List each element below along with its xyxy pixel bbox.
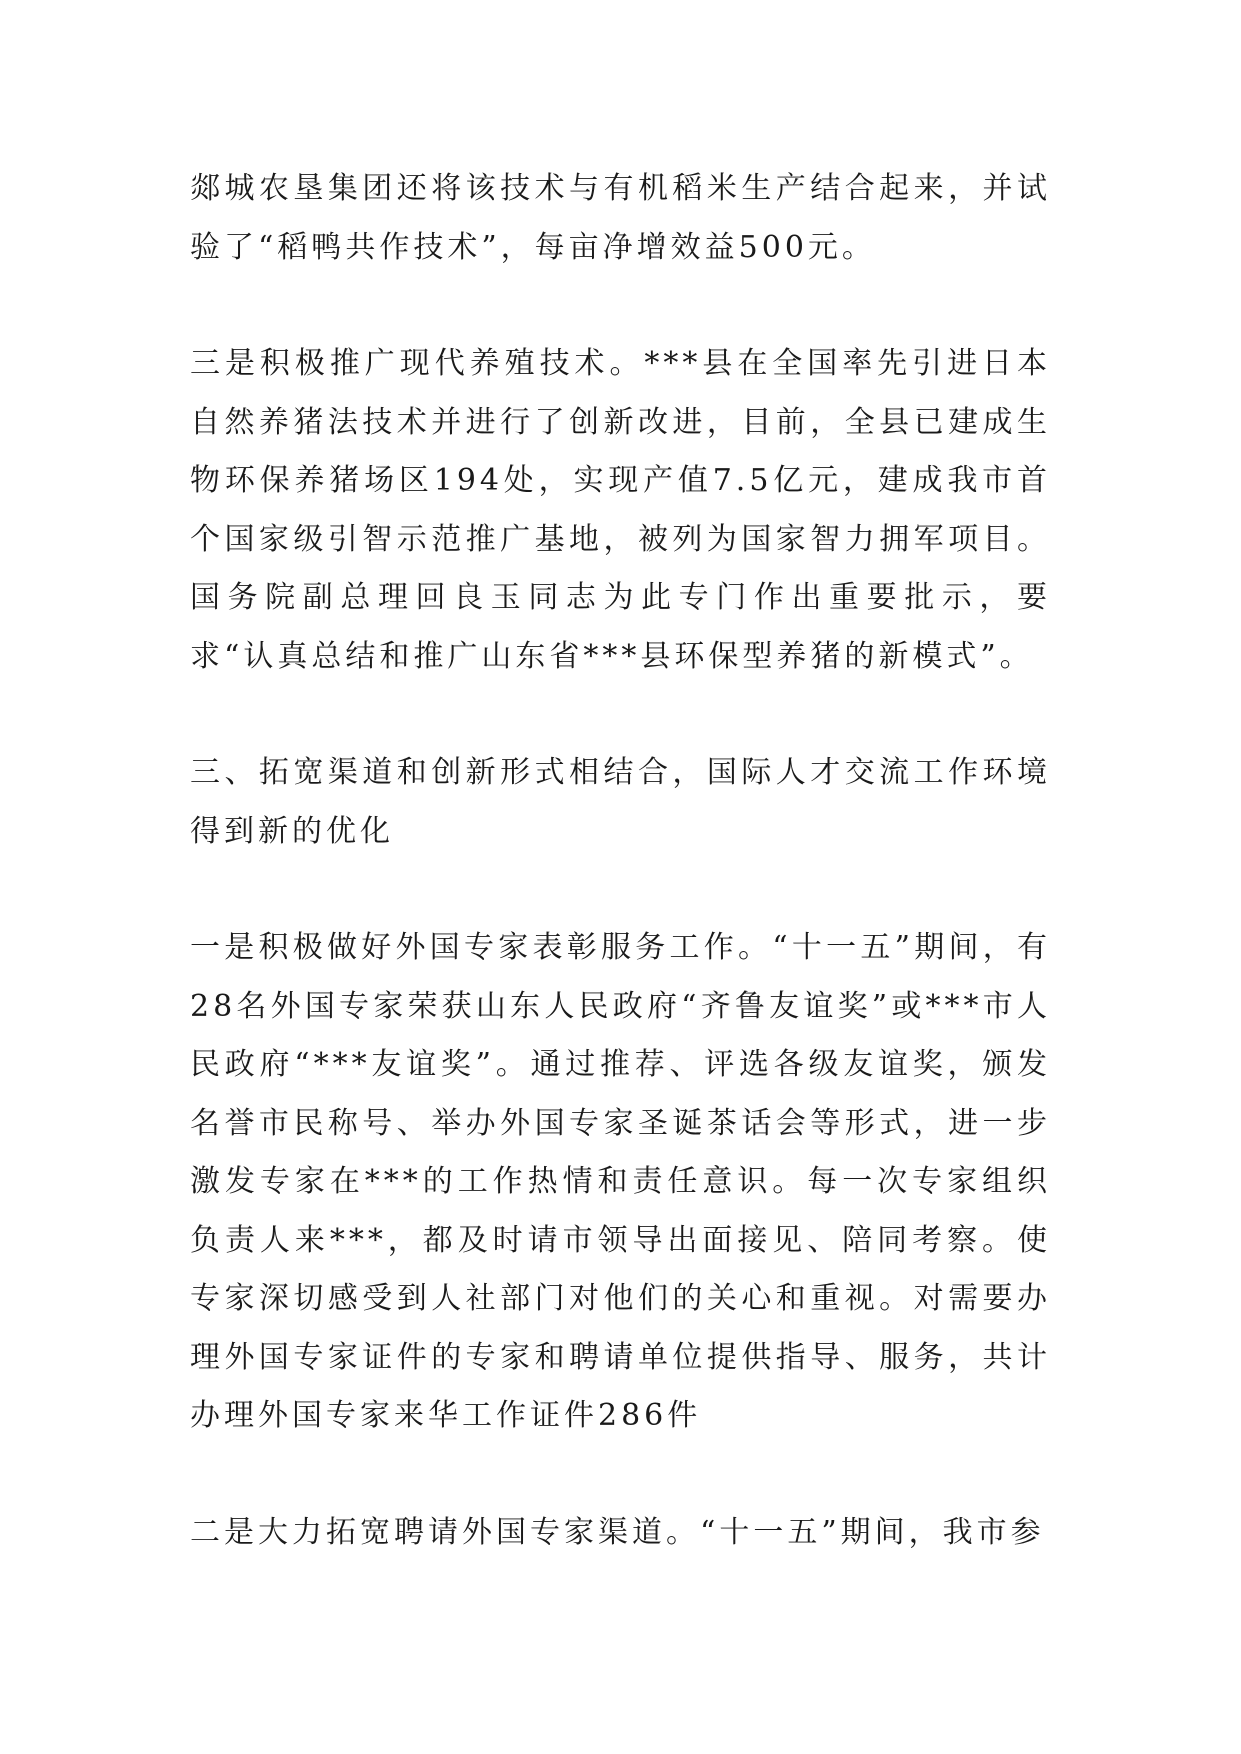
section-heading-talent-exchange: 三、拓宽渠道和创新形式相结合，国际人才交流工作环境得到新的优化 [190, 755, 1051, 849]
document-body [190, 160, 1051, 1562]
paragraph-modern-breeding: 三是积极推广现代养殖技术。***县在全国率先引进日本自然养猪法技术并进行了创新改进，目前，全县已建成生物环保养猪场区194处，实现产值7.5亿元，建成我市首个国家级引智示范推广基地，被列为国家智力拥军项目。国务院副总理回良玉同志为此专门作出重要批示，要求“认真总结和推广山东省***县环保型养猪的新模式”。 [190, 346, 1051, 674]
paragraph-rice-duck-technique: 郯城农垦集团还将该技术与有机稻米生产结合起来，并试验了“稻鸭共作技术”，每亩净增效益500元。 [190, 171, 1051, 265]
paragraph-expert-awards: 一是积极做好外国专家表彰服务工作。“十一五”期间，有28名外国专家荣获山东人民政府“齐鲁友谊奖”或***市人民政府“***友谊奖”。通过推荐、评选各级友谊奖，颁发名誉市民称号、举办外国专家圣诞茶话会等形式，进一步激发专家在***的工作热情和责任意识。每一次专家组织负责人来***，都及时请市领导出面接见、陪同考察。使专家深切感受到人社部门对他们的关心和重视。对需要办理外国专家证件的专家和聘请单位提供指导、服务，共计办理外国专家来华工作证件286件 [190, 930, 1051, 1433]
paragraph-expert-channels: 二是大力拓宽聘请外国专家渠道。“十一五”期间，我市参 [190, 1514, 1045, 1550]
